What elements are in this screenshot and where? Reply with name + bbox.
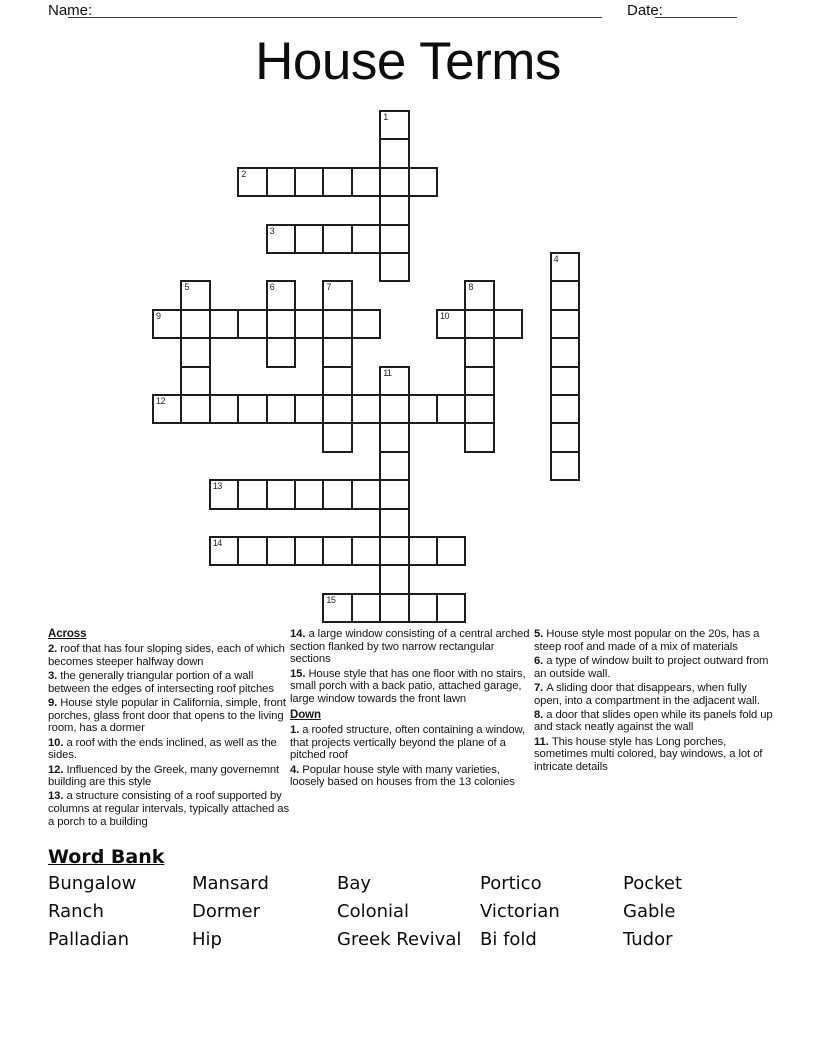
grid-cell[interactable] — [379, 536, 409, 566]
grid-cell[interactable] — [493, 309, 523, 339]
word-bank-item: Hip — [192, 928, 222, 950]
grid-cell[interactable] — [209, 394, 239, 424]
grid-cell[interactable] — [209, 309, 239, 339]
grid-cell[interactable] — [180, 366, 210, 396]
word-bank-item: Victorian — [480, 901, 560, 923]
grid-cell[interactable] — [351, 224, 381, 254]
grid-cell[interactable] — [237, 479, 267, 509]
cell-number: 3 — [269, 225, 275, 236]
grid-cell[interactable] — [266, 280, 296, 310]
grid-cell[interactable] — [266, 536, 296, 566]
grid-cell[interactable] — [294, 394, 324, 424]
clue-number: 6. — [534, 654, 547, 667]
grid-cell[interactable] — [351, 394, 381, 424]
cell-number: 1 — [383, 112, 388, 122]
word-bank-item: Dormer — [192, 901, 260, 923]
grid-cell[interactable] — [464, 422, 494, 452]
clue-number: 11. — [534, 735, 552, 748]
grid-cell[interactable] — [152, 309, 182, 339]
grid-cell[interactable] — [550, 337, 580, 367]
grid-cell[interactable] — [379, 564, 409, 594]
cell-number: 5 — [184, 282, 189, 293]
grid-cell[interactable] — [266, 224, 296, 254]
grid-cell[interactable] — [322, 167, 352, 197]
grid-cell[interactable] — [550, 309, 580, 339]
word-bank-item: Bi fold — [480, 928, 537, 950]
grid-cell[interactable] — [550, 422, 580, 452]
word-bank-item: Gable — [623, 901, 676, 923]
grid-cell[interactable] — [266, 167, 296, 197]
grid-cell[interactable] — [322, 224, 352, 254]
clue-item — [48, 790, 294, 828]
clue-number: 2. — [48, 643, 61, 656]
grid-cell[interactable] — [294, 224, 324, 254]
clue-item — [534, 628, 776, 653]
word-bank-item: Pocket — [623, 873, 683, 895]
clue-item — [290, 724, 536, 762]
grid-cell[interactable] — [294, 167, 324, 197]
clue-number: 3. — [48, 670, 61, 683]
grid-cell[interactable] — [408, 394, 438, 424]
clue-item — [534, 709, 776, 734]
grid-cell[interactable] — [266, 479, 296, 509]
grid-cell[interactable] — [408, 167, 438, 197]
word-bank-item: Bay — [337, 873, 372, 895]
clue-text: A sliding door that disappears, when fully open, into a compartment in the adjacent wall. — [534, 681, 760, 707]
date-label: Date: — [627, 2, 663, 19]
cell-number: 7 — [326, 282, 331, 293]
clue-number: 14. — [290, 628, 309, 640]
clue-number: 15. — [290, 667, 309, 680]
grid-cell[interactable] — [408, 536, 438, 566]
grid-cell[interactable] — [379, 167, 409, 197]
grid-cell[interactable] — [379, 508, 409, 538]
grid-cell[interactable] — [322, 593, 352, 623]
clue-column-down — [534, 628, 776, 775]
grid-cell[interactable] — [379, 366, 409, 396]
grid-cell[interactable] — [464, 280, 494, 310]
clue-text: Popular house style with many varieties, loosely based on houses from the 13 colonies — [290, 763, 515, 789]
clue-text: a large window consisting of a central arched section flanked by two narrow rectangular sections — [290, 628, 530, 666]
grid-cell[interactable] — [351, 593, 381, 623]
clue-number: 1. — [290, 723, 303, 736]
word-bank-item: Portico — [480, 873, 542, 895]
clue-number: 10. — [48, 736, 67, 749]
grid-cell[interactable] — [436, 309, 466, 339]
grid-cell[interactable] — [209, 536, 239, 566]
grid-cell[interactable] — [550, 366, 580, 396]
clue-number: 8. — [534, 708, 547, 721]
grid-cell[interactable] — [322, 394, 352, 424]
cell-number: 4 — [553, 254, 559, 264]
grid-cell[interactable] — [152, 394, 182, 424]
clue-text: This house style has Long porches, sometimes multi colored, bay windows, a lot of intricate details — [534, 735, 763, 774]
grid-cell[interactable] — [322, 309, 352, 339]
grid-cell[interactable] — [436, 394, 466, 424]
clue-text: the generally triangular portion of a wall between the edges of intersecting roof pitches — [48, 670, 274, 695]
grid-cell[interactable] — [322, 337, 352, 367]
grid-cell[interactable] — [464, 366, 494, 396]
word-bank-item: Palladian — [48, 928, 129, 950]
grid-cell[interactable] — [237, 309, 267, 339]
clue-column-across — [48, 628, 294, 830]
grid-cell[interactable] — [379, 593, 409, 623]
grid-cell[interactable] — [237, 536, 267, 566]
grid-cell[interactable] — [266, 337, 296, 367]
grid-cell[interactable] — [294, 536, 324, 566]
name-label: Name: — [48, 2, 93, 19]
clue-item — [534, 736, 776, 774]
cell-number: 14 — [212, 538, 222, 548]
cell-number: 2 — [241, 168, 246, 179]
clue-item — [290, 668, 536, 706]
grid-cell[interactable] — [464, 309, 494, 339]
clue-text: a door that slides open while its panels fold up and stack neatly against the wall — [534, 708, 773, 734]
grid-cell[interactable] — [550, 280, 580, 310]
clue-item — [48, 670, 294, 695]
grid-cell[interactable] — [237, 394, 267, 424]
clue-item — [534, 655, 776, 680]
name-blank-line[interactable] — [68, 2, 602, 18]
clue-text: House style most popular on the 20s, has a steep roof and made of a mix of materials — [534, 628, 760, 653]
word-bank-heading: Word Bank — [48, 846, 165, 868]
grid-cell[interactable] — [237, 167, 267, 197]
cell-number: 12 — [156, 396, 166, 406]
word-bank-item: Tudor — [623, 928, 673, 950]
grid-cell[interactable] — [322, 422, 352, 452]
grid-cell[interactable] — [266, 309, 296, 339]
clue-text: Influenced by the Greek, many governemnt building are this style — [48, 763, 280, 789]
grid-cell[interactable] — [379, 224, 409, 254]
grid-cell[interactable] — [180, 280, 210, 310]
crossword-grid — [152, 110, 580, 623]
grid-cell[interactable] — [294, 479, 324, 509]
grid-cell[interactable] — [379, 110, 409, 140]
clue-number: 9. — [48, 697, 61, 710]
grid-cell[interactable] — [351, 309, 381, 339]
grid-cell[interactable] — [379, 252, 409, 282]
grid-cell[interactable] — [180, 394, 210, 424]
grid-cell[interactable] — [464, 337, 494, 367]
grid-cell[interactable] — [209, 479, 239, 509]
clue-item — [290, 764, 536, 789]
cell-number: 8 — [468, 282, 473, 293]
clue-column-middle — [290, 628, 536, 790]
grid-cell[interactable] — [408, 593, 438, 623]
clue-number: 5. — [534, 628, 547, 640]
word-bank-item: Bungalow — [48, 873, 137, 895]
page-title: House Terms — [255, 32, 561, 91]
cell-number: 11 — [383, 367, 392, 378]
grid-cell[interactable] — [266, 394, 296, 424]
cell-number: 6 — [269, 282, 275, 293]
down-heading: Down — [290, 708, 321, 721]
grid-cell[interactable] — [379, 479, 409, 509]
clue-item — [48, 764, 294, 789]
grid-cell[interactable] — [379, 138, 409, 168]
grid-cell[interactable] — [180, 337, 210, 367]
word-bank-item: Mansard — [192, 873, 269, 895]
grid-cell[interactable] — [379, 394, 409, 424]
clue-text: House style popular in California, simple, front porches, glass front door that opens to the living room, has a dormer — [48, 697, 286, 735]
clue-item — [48, 643, 294, 668]
clue-text: House style that has one floor with no stairs, small porch with a back patio, attached garage, large window towards the front lawn — [290, 667, 526, 706]
clue-item — [534, 682, 776, 707]
grid-cell[interactable] — [550, 394, 580, 424]
grid-cell[interactable] — [322, 536, 352, 566]
grid-cell[interactable] — [379, 195, 409, 225]
clue-number: 12. — [48, 763, 67, 776]
clue-text: roof that has four sloping sides, each of which becomes steeper halfway down — [48, 643, 285, 668]
cell-number: 10 — [440, 310, 450, 321]
grid-cell[interactable] — [464, 394, 494, 424]
clue-item — [48, 737, 294, 762]
clue-number: 4. — [290, 763, 303, 776]
clue-item — [48, 697, 294, 735]
clue-text: a roofed structure, often containing a window, that projects vertically beyond the plane of a pitched roof — [290, 723, 525, 762]
cell-number: 9 — [156, 310, 161, 321]
grid-cell[interactable] — [379, 422, 409, 452]
clue-text: a roof with the ends inclined, as well as the sides. — [48, 736, 277, 762]
grid-cell[interactable] — [322, 479, 352, 509]
grid-cell[interactable] — [322, 280, 352, 310]
word-bank — [48, 870, 788, 953]
grid-cell[interactable] — [351, 167, 381, 197]
grid-cell[interactable] — [351, 536, 381, 566]
grid-cell[interactable] — [436, 536, 466, 566]
word-bank-item: Colonial — [337, 901, 410, 923]
grid-cell[interactable] — [180, 309, 210, 339]
grid-cell[interactable] — [322, 366, 352, 396]
date-blank-line[interactable] — [655, 2, 737, 18]
clue-text: a type of window built to project outward from an outside wall. — [534, 654, 769, 680]
grid-cell[interactable] — [351, 479, 381, 509]
grid-cell[interactable] — [550, 451, 580, 481]
cell-number: 15 — [326, 594, 336, 605]
word-bank-item: Ranch — [48, 901, 104, 923]
cell-number: 13 — [212, 481, 222, 492]
grid-cell[interactable] — [379, 451, 409, 481]
clue-item — [290, 628, 536, 666]
word-bank-item: Greek Revival — [337, 928, 462, 950]
across-heading: Across — [48, 628, 87, 640]
clue-number: 7. — [534, 681, 547, 694]
clue-text: a structure consisting of a roof supported by columns at regular intervals, typically attached as a porch to a building — [48, 790, 290, 828]
clue-number: 13. — [48, 790, 67, 803]
grid-cell[interactable] — [436, 593, 466, 623]
grid-cell[interactable] — [294, 309, 324, 339]
grid-cell[interactable] — [550, 252, 580, 282]
